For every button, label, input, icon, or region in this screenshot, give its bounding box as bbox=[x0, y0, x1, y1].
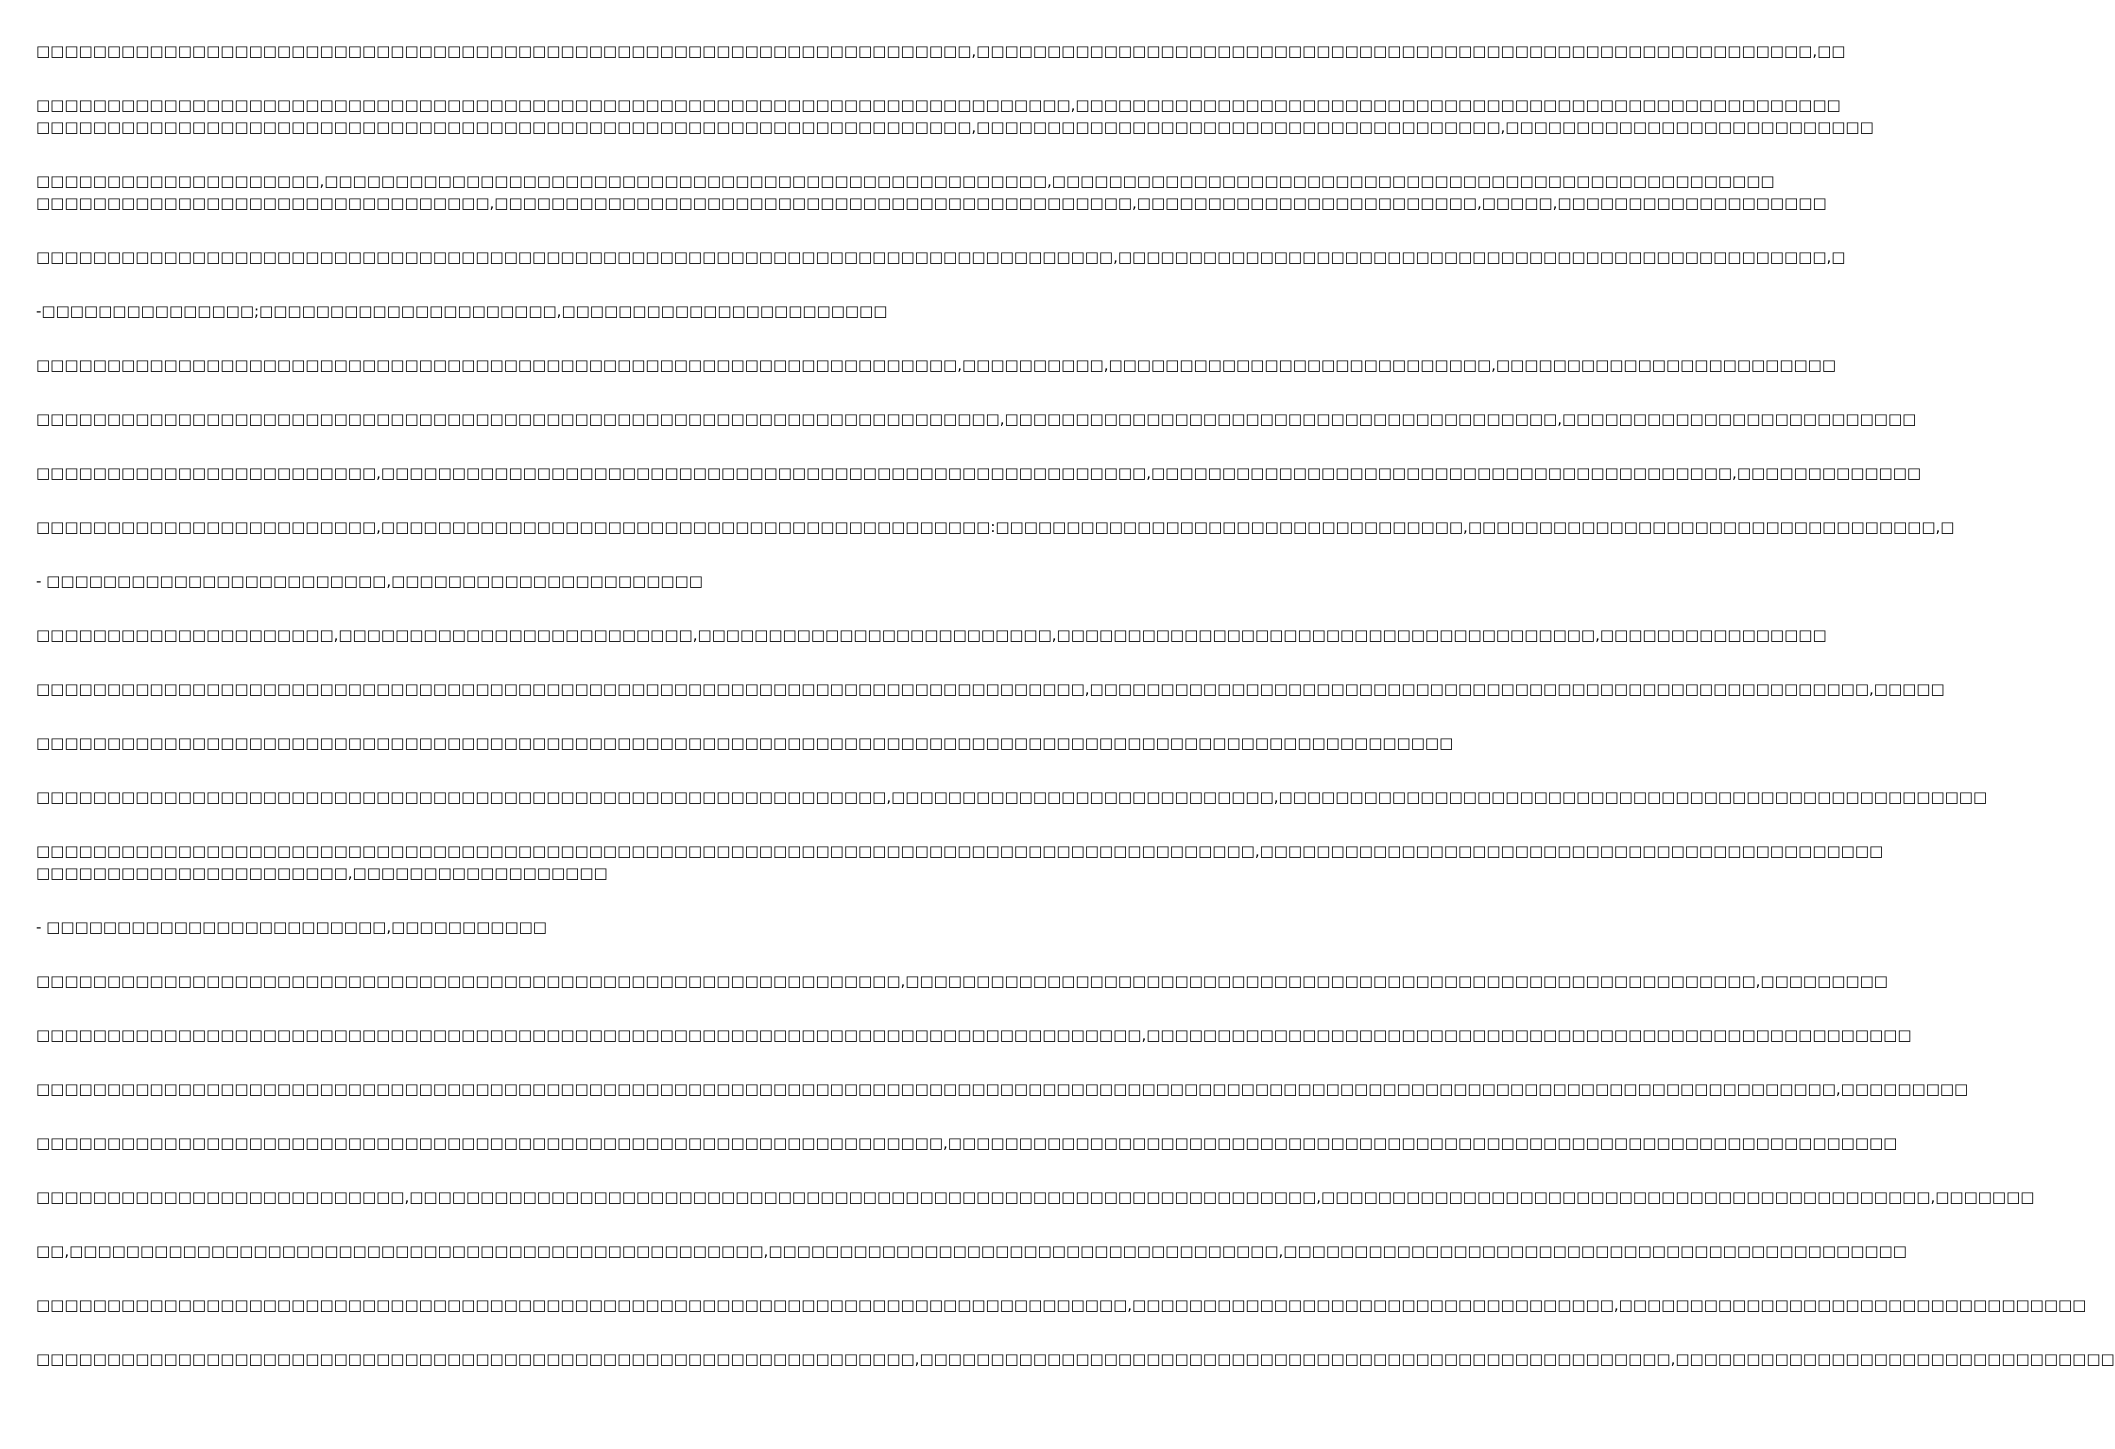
paragraph bbox=[36, 246, 1846, 268]
paragraph bbox=[36, 1024, 1912, 1046]
list-item bbox=[36, 916, 989, 938]
paragraph bbox=[36, 840, 1884, 884]
paragraph bbox=[36, 40, 1846, 62]
paragraph bbox=[36, 624, 1827, 646]
paragraph bbox=[36, 408, 1917, 430]
text-line: □□□□□□□□□□□□□□□□□□□□□□□□□□□□□□□□□□□□□□□□□□□□□□□□□□□□□□□□□□□□□□□□□,□□□□□□□□□□,□□□□□□□□□□□□□□□□□□□□□□□□□□□,□□□□□□□□□□□□□□□□□□□□□□□□ bbox=[36, 356, 1837, 374]
text-line: □□□□□□□□□□□□□□□□□□□□□□□□□□□□□□□□□□□□□□□□□□□□□□□□□□□□□□□□□□□□□□□□□□□□□□□□□□,□□□□□□□□□□□□□□□□□□□□□□□□□□□□□□□□□□□□□□□□□□□□□□□□□□□□□□□,□□□□□ bbox=[36, 680, 1945, 698]
paragraph bbox=[36, 94, 1874, 138]
paragraph bbox=[36, 786, 1988, 808]
paragraph bbox=[36, 462, 1922, 484]
document-body bbox=[36, 40, 2115, 1402]
text-line: □□□□□□□□□□□□□□□□□□□□□□,□□□□□□□□□□□□□□□□□□ bbox=[36, 864, 608, 882]
text-line: □□□□□□□□□□□□□□□□□□□□□□□□,□□□□□□□□□□□□□□□□□□□□□□□□□□□□□□□□□□□□□□□□□□□:□□□□□□□□□□□□□□□□□□□□□□□□□□□□□□□□□,□□□□□□□□□□□□□□□□□□□□□□□□□□□□□□□□□,□ bbox=[36, 518, 1955, 536]
text-line: -□□□□□□□□□□□□□□□;□□□□□□□□□□□□□□□□□□□□□,□□□□□□□□□□□□□□□□□□□□□□□ bbox=[36, 302, 888, 320]
text-line: □□□□□□□□□□□□□□□□□□□□□□□□□□□□□□□□□□□□□□□□□□□□□□□□□□□□□□□□□□□□□□□□□□□□□□□□□□□□□□□□□□□□□□□□□□□□□□□□□□□□ bbox=[36, 734, 1454, 752]
text-line: □□□□□□□□□□□□□□□□□□□□□□□□□□□□□□□□□□□□□□□□□□□□□□□□□□□□□□□□□□□□□□□□□□,□□□□□□□□□□□□□□□□□□□□□□□□□□□□□□□□□□□□□,□□□□□□□□□□□□□□□□□□□□□□□□□□ bbox=[36, 118, 1874, 136]
paragraph bbox=[36, 732, 1454, 754]
text-line: - □□□□□□□□□□□□□□□□□□□□□□□□,□□□□□□□□□□□□□□□□□□□□□□ bbox=[36, 572, 703, 590]
text-line: □□□□□□□□□□□□□□□□□□□□□□□□□□□□□□□□□□□□□□□□□□□□□□□□□□□□□□□□□□□□□□□□□□□□□□□□□□□□□,□□□□□□□□□□□□□□□□□□□□□□□□□□□□□□□□□□,□□□□□□□□□□□□□□□□□□□□□□□□□□□□□□□□□ bbox=[36, 1296, 2087, 1314]
paragraph bbox=[36, 354, 1837, 376]
list-item bbox=[36, 300, 989, 322]
text-line: □□□□□□□□□□□□□□□□□□□□,□□□□□□□□□□□□□□□□□□□□□□□□□□□□□□□□□□□□□□□□□□□□□□□□□□□,□□□□□□□□□□□□□□□□□□□□□□□□□□□□□□□□□□□□□□□□□□□□□□□□□□□ bbox=[36, 172, 1775, 190]
paragraph bbox=[36, 1132, 1898, 1154]
text-line: □□□□□□□□□□□□□□□□□□□□□□□□□□□□□□□□□□□□□□□□□□□□□□□□□□□□□□□□□□□□□□□□□□□□□□□□□□□□,□□□□□□□□□□□□□□□□□□□□□□□□□□□□□□□□□□□□□□□□□□□□□□□□□□,□ bbox=[36, 248, 1846, 266]
text-line: □□□□□□□□□□□□□□□□□□□□□□□□□□□□□□□□□□□□□□□□□□□□□□□□□□□□□□□□□□□□□□□□,□□□□□□□□□□□□□□□□□□□□□□□□□□□□□□□□□□□□□□□□□□□□□□□□□□□□□□□□□□□□□□□□□□□ bbox=[36, 1134, 1898, 1152]
text-line: □□□□□□□□□□□□□□□□□□□□□□□□□□□□□□□□□□□□□□□□□□□□□□□□□□□□□□□□□□□□□□□□□□,□□□□□□□□□□□□□□□□□□□□□□□□□□□□□□□□□□□□□□□□□□□□□□□□□□□□□□□□□□□,□□ bbox=[36, 42, 1846, 60]
text-line: □□□□□□□□□□□□□□□□□□□□□□□□□□□□□□□□□□□□□□□□□□□□□□□□□□□□□□□□□□□□□,□□□□□□□□□□□□□□□□□□□□□□□□□□□□□□□□□□□□□□□□□□□□□□□□□□□□□□□□□□□□,□□□□□□□□□ bbox=[36, 972, 1888, 990]
text-line: □□,□□□□□□□□□□□□□□□□□□□□□□□□□□□□□□□□□□□□□□□□□□□□□□□□□,□□□□□□□□□□□□□□□□□□□□□□□□□□□□□□□□□□□□,□□□□□□□□□□□□□□□□□□□□□□□□□□□□□□□□□□□□□□□□□□□□ bbox=[36, 1242, 1907, 1260]
text-line: □□□□□□□□□□□□□□□□□□□□□□□□□□,□□□□□□□□□□□□□□□□□□□□□□□□□□□□□□□□□□□□□□□□□□□□□□□□□□□□□□□□□□□□□□□□,□□□□□□□□□□□□□□□□□□□□□□□□□□□□□□□□□□□□□□□□□□□,□□□□□□□ bbox=[36, 1188, 2035, 1206]
text-line: □□□□□□□□□□□□□□□□□□□□□□□□□□□□□□□□□□□□□□□□□□□□□□□□□□□□□□□□□□□□□□□□□□□□□□□□□,□□□□□□□□□□□□□□□□□□□□□□□□□□□□□□□□□□□□□□□□□□□□□□□□□□□□□□ bbox=[36, 96, 1841, 114]
paragraph bbox=[36, 1240, 1907, 1262]
text-line: □□□□□□□□□□□□□□□□□□□□□□□□□□□□□□□□□□□□□□□□□□□□□□□□□□□□□□□□□□□□,□□□□□□□□□□□□□□□□□□□□□□□□□□□,□□□□□□□□□□□□□□□□□□□□□□□□□□□□□□□□□□□□□□□□□□□□□□□□□□ bbox=[36, 788, 1988, 806]
text-line: □□□□□□□□□□□□□□□□□□□□□□□□□□□□□□□□□□□□□□□□□□□□□□□□□□□□□□□□□□□□□□□□□□□□□□□□□□□□□□,□□□□□□□□□□□□□□□□□□□□□□□□□□□□□□□□□□□□□□□□□□□□□□□□□□□□□□ bbox=[36, 1026, 1912, 1044]
text-line: - □□□□□□□□□□□□□□□□□□□□□□□□,□□□□□□□□□□□ bbox=[36, 918, 547, 936]
paragraph bbox=[36, 1186, 2035, 1208]
text-line: □□□□□□□□□□□□□□□□□□□□□□□□□□□□□□□□□□□□□□□□□□□□□□□□□□□□□□□□□□□□□□□□□□□□□□□□□□□□□□□□□□□□□□,□□□□□□□□□□□□□□□□□□□□□□□□□□□□□□□□□□□□□□□□□□□□ bbox=[36, 842, 1884, 860]
text-line: □□□□□□□□□□□□□□□□□□□□□□□□□□□□□□□□□□□□□□□□□□□□□□□□□□□□□□□□□□□□□□,□□□□□□□□□□□□□□□□□□□□□□□□□□□□□□□□□□□□□□□□□□□□□□□□□□□□□,□□□□□□□□□□□□□□□□□□□□□□□□□□□□□□□ bbox=[36, 1350, 2115, 1368]
text-line: □□□□□□□□□□□□□□□□□□□□□□□□,□□□□□□□□□□□□□□□□□□□□□□□□□□□□□□□□□□□□□□□□□□□□□□□□□□□□□□,□□□□□□□□□□□□□□□□□□□□□□□□□□□□□□□□□□□□□□□□□,□□□□□□□□□□□□□ bbox=[36, 464, 1922, 482]
text-line: □□□□□□□□□□□□□□□□□□□□□□□□□□□□□□□□,□□□□□□□□□□□□□□□□□□□□□□□□□□□□□□□□□□□□□□□□□□□□□,□□□□□□□□□□□□□□□□□□□□□□□□,□□□□□,□□□□□□□□□□□□□□□□□□□ bbox=[36, 194, 1827, 212]
text-line: □□□□□□□□□□□□□□□□□□□□□□□□□□□□□□□□□□□□□□□□□□□□□□□□□□□□□□□□□□□□□□□□□□□□,□□□□□□□□□□□□□□□□□□□□□□□□□□□□□□□□□□□□□□□,□□□□□□□□□□□□□□□□□□□□□□□□□ bbox=[36, 410, 1917, 428]
paragraph bbox=[36, 1348, 2115, 1370]
paragraph bbox=[36, 170, 1827, 214]
paragraph bbox=[36, 1078, 1969, 1100]
text-line: □□□□□□□□□□□□□□□□□□□□□□□□□□□□□□□□□□□□□□□□□□□□□□□□□□□□□□□□□□□□□□□□□□□□□□□□□□□□□□□□□□□□□□□□□□□□□□□□□□□□□□□□□□□□□□□□□□□□□□□□□□□□□□□,□□□□□□□□□ bbox=[36, 1080, 1969, 1098]
paragraph bbox=[36, 516, 1955, 538]
text-line: □□□□□□□□□□□□□□□□□□□□□,□□□□□□□□□□□□□□□□□□□□□□□□□,□□□□□□□□□□□□□□□□□□□□□□□□□,□□□□□□□□□□□□□□□□□□□□□□□□□□□□□□□□□□□□□□,□□□□□□□□□□□□□□□□ bbox=[36, 626, 1827, 644]
list-item bbox=[36, 570, 989, 592]
paragraph bbox=[36, 678, 1945, 700]
paragraph bbox=[36, 1294, 2087, 1316]
paragraph bbox=[36, 970, 1888, 992]
